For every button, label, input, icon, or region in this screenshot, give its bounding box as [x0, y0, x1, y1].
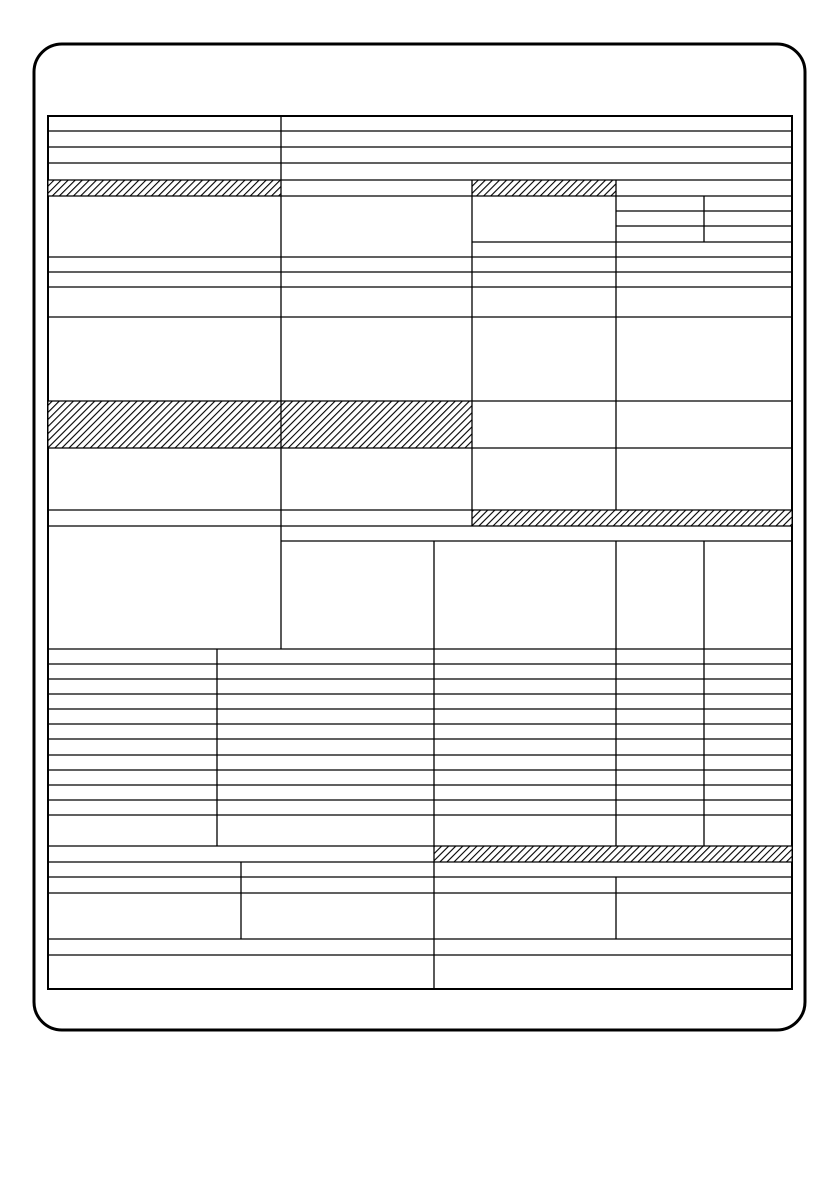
hatched-cell-section-4 [472, 510, 792, 526]
hatched-cell-section-2 [472, 180, 616, 196]
hatched-cell-section-1 [48, 180, 281, 196]
hatched-cell-section-3 [48, 401, 472, 448]
hatched-cell-section-5 [434, 846, 792, 862]
